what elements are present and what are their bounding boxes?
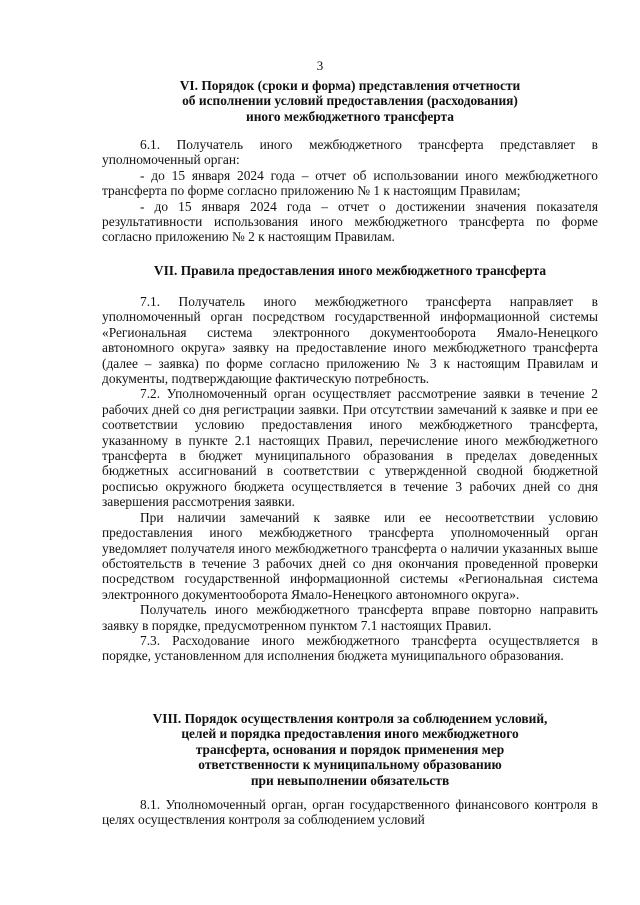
page-number: 3 [316,58,324,73]
section-6-title-line: иного межбюджетного трансферта [246,108,454,124]
section-8-title-line: VIII. Порядок осуществления контроля за соблюдением условий, [152,711,548,726]
section-6-title-line: об исполнении условий предоставления (расходования) [182,93,518,109]
paragraph-8-1: 8.1. Уполномоченный орган, орган государственного финансового контроля в целях осуществления контроля за соблюдением условий [102,797,598,828]
paragraph-7-2-resubmit: Получатель иного межбюджетного трансферта вправе повторно направить заявку в порядке, предусмотренном пунктом 7.1 настоящих Правил. [102,602,598,633]
paragraph-6-1-item-1: - до 15 января 2024 года – отчет об использовании иного межбюджетного трансферта по форме согласно приложению № 1 к настоящим Правилам; [102,167,598,199]
section-8-body [102,797,598,828]
section-8-title-line: при невыполнении обязательств [250,772,450,788]
paragraph-7-1: 7.1. Получатель иного межбюджетного трансферта направляет в уполномоченный орган посредством государственной информационной системы «Региональная система электронного документооборота Ямало-Ненецкого автономного округа» заявку на предоставление иного межбюджетного трансферта (далее – заявка) по форме согласно приложению № 3 к настоящим Правилам и документы, подтверждающие фактическую потребность. [102,294,598,387]
section-8-title-line: ответственности к муниципальному образованию [198,757,502,773]
paragraph-7-2-remarks: При наличии замечаний к заявке или ее несоответствии условию предоставления иного межбюджетного трансферта уполномоченный орган уведомляет получателя иного межбюджетного трансферта о наличии указанных выше обстоятельств в течение 3 рабочих дней со дня окончания проведенной проверки посредством государственной информационной системы «Региональная система электронного документооборота Ямало-Ненецкого автономного округа». [102,509,598,602]
paragraph-6-1: 6.1. Получатель иного межбюджетного трансферта представляет в уполномоченный орган: [102,137,598,168]
section-7-body [102,294,598,664]
paragraph-7-3: 7.3. Расходование иного межбюджетного трансферта осуществляется в порядке, установленном для исполнения бюджета муниципального образования. [102,632,598,664]
section-8-heading [102,711,598,788]
section-6-body [102,137,598,245]
paragraph-6-1-item-2: - до 15 января 2024 года – отчет о достижении значения показателя результативности использования иного межбюджетного трансферта по форме согласно приложению № 2 к настоящим Правилам. [102,198,598,245]
section-8-title-line: целей и порядка предоставления иного межбюджетного [181,726,519,742]
section-8-title-line: трансферта, основания и порядок применения мер [195,741,505,757]
section-6-heading [102,78,598,124]
section-6-title-line: VI. Порядок (сроки и форма) представления отчетности [179,78,521,93]
paragraph-7-2: 7.2. Уполномоченный орган осуществляет рассмотрение заявки в течение 2 рабочих дней со дня регистрации заявки. При отсутствии замечаний к заявке и при ее соответствии условию предоставления иного межбюджетного трансферта, указанному в пункте 2.1 настоящих Правил, перечисление иного межбюджетного трансферта в бюджет муниципального образования в пределах доведенных бюджетных ассигнований в соответствии с утвержденной сводной бюджетной росписью окружного бюджета осуществляется в течение 3 рабочих дней со дня завершения рассмотрения заявки. [102,386,598,510]
section-7-heading: VII. Правила предоставления иного межбюджетного трансферта [153,263,547,278]
